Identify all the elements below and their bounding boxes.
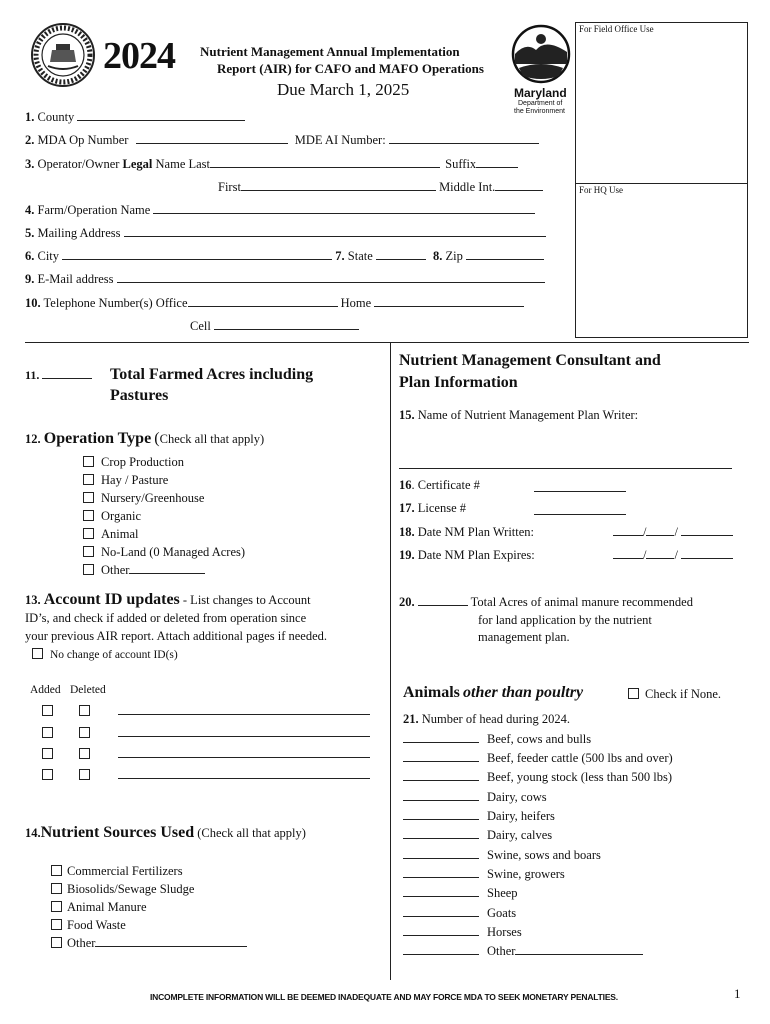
option-label: Animal (101, 527, 139, 541)
head-count-input-line[interactable] (403, 886, 479, 897)
animal-row[interactable] (403, 906, 516, 921)
field-number: 17. (399, 501, 415, 515)
field-number: 2. (25, 133, 35, 147)
animal-label: Sheep (487, 886, 518, 900)
animal-row[interactable] (403, 828, 552, 843)
field-number: 8. (433, 249, 443, 263)
acres-input-line[interactable] (42, 368, 92, 379)
consultant-title2: Plan Information (399, 374, 518, 391)
field-email[interactable] (25, 272, 545, 287)
checkbox[interactable] (51, 919, 62, 930)
field-office-label: For Field Office Use (579, 24, 654, 34)
field-label: Mailing Address (37, 226, 121, 240)
animal-label: Swine, sows and boars (487, 848, 601, 862)
account-id-desc3: your previous AIR report. Attach additional pages if needed. (25, 629, 328, 643)
added-checkbox[interactable] (42, 748, 53, 759)
head-count-heading (403, 712, 570, 727)
head-count-input-line[interactable] (403, 925, 479, 936)
state-input-line[interactable] (376, 249, 426, 260)
mailing-address-input-line[interactable] (124, 226, 546, 237)
animal-row[interactable] (403, 770, 672, 785)
day-line[interactable] (646, 548, 674, 559)
nutrient-sources-heading (25, 824, 306, 842)
animal-label: Swine, growers (487, 867, 565, 881)
field-number: 16 (399, 478, 412, 492)
source-commercial[interactable] (51, 864, 183, 879)
other-source-input-line[interactable] (95, 936, 247, 947)
s11-title2: Pastures (110, 387, 169, 404)
field-label: . Certificate # (411, 478, 480, 492)
checkbox[interactable] (51, 937, 62, 948)
suffix-input-line[interactable] (476, 157, 518, 168)
head-count-input-line[interactable] (403, 770, 479, 781)
added-header: Added (30, 684, 61, 696)
account-id-desc2: ID’s, and check if added or deleted from operation since (25, 611, 307, 625)
farm-name-input-line[interactable] (153, 203, 535, 214)
section-title-italic: other than poultry (463, 684, 584, 701)
field-label: Date NM Plan Expires: (417, 548, 535, 562)
section-hint: (Check all that apply) (197, 826, 306, 840)
date-expires-input[interactable]: / / (613, 548, 733, 563)
section-title: Animals (403, 684, 460, 701)
animal-row[interactable] (403, 867, 565, 882)
field-label: License # (417, 501, 466, 515)
certificate-input-line[interactable] (534, 481, 626, 492)
animal-row[interactable] (403, 944, 643, 959)
plan-writer-name (399, 408, 638, 423)
certificate-number[interactable] (399, 478, 480, 493)
field-label: E-Mail address (37, 272, 114, 286)
field-label: Home (340, 296, 372, 310)
section-title: Operation Type (43, 430, 152, 447)
date-plan-expires[interactable] (399, 548, 535, 563)
paren: ( (154, 430, 160, 447)
field-number: 9. (25, 272, 35, 286)
op-type-hay[interactable] (83, 473, 168, 488)
field-number: 13. (25, 593, 41, 607)
account-id-input-line[interactable] (118, 747, 370, 758)
vertical-divider (390, 342, 391, 980)
date-written-input[interactable]: / / (613, 525, 733, 540)
manure-acres-input-line[interactable] (418, 595, 468, 606)
field-number: 1. (25, 110, 35, 124)
animal-row[interactable] (403, 732, 591, 747)
checkbox[interactable] (51, 901, 62, 912)
field-number: 21. (403, 712, 419, 726)
consultant-title1: Nutrient Management Consultant and (399, 352, 661, 369)
field-label: MDE AI Number: (294, 133, 386, 147)
head-count-input-line[interactable] (403, 828, 479, 839)
animals-heading (403, 684, 583, 702)
due-date: Due March 1, 2025 (277, 80, 410, 99)
field-label: Date NM Plan Written: (417, 525, 535, 539)
section-title: Nutrient Sources Used (40, 824, 195, 841)
plan-writer-input-line[interactable] (399, 458, 732, 469)
field-label: Suffix (445, 157, 477, 171)
source-food-waste[interactable] (51, 918, 126, 933)
cell-phone-input-line[interactable] (214, 319, 359, 330)
no-change-account-id[interactable] (32, 648, 178, 661)
account-id-input-line[interactable] (118, 704, 370, 715)
source-other[interactable] (51, 936, 247, 951)
section-title: Account ID updates (43, 591, 180, 608)
animal-label: Dairy, heifers (487, 809, 555, 823)
head-count-input-line[interactable] (403, 906, 479, 917)
horizontal-divider (25, 342, 749, 343)
option-label: Check if None. (645, 687, 722, 701)
mde-ai-input-line[interactable] (389, 133, 539, 144)
source-biosolids[interactable] (51, 882, 194, 897)
field-number: 20. (399, 595, 415, 609)
field-number: 11. (25, 368, 40, 382)
field-label: First (218, 180, 241, 194)
field-county[interactable] (25, 110, 245, 125)
op-type-noland[interactable] (83, 545, 245, 560)
total-farmed-acres[interactable] (25, 368, 92, 383)
account-id-row[interactable] (42, 704, 370, 719)
checkbox[interactable] (51, 883, 62, 894)
month-line[interactable] (613, 525, 643, 536)
op-type-organic[interactable] (83, 509, 141, 524)
other-animal-input-line[interactable] (515, 944, 643, 955)
head-count-input-line[interactable] (403, 732, 479, 743)
city-input-line[interactable] (62, 249, 332, 260)
hq-box (575, 183, 748, 338)
option-label: Animal Manure (67, 900, 147, 914)
deleted-checkbox[interactable] (79, 748, 90, 759)
section-hint: Check all that apply) (159, 432, 265, 446)
field-mda-op[interactable] (25, 133, 539, 148)
option-label: No-Land (0 Managed Acres) (101, 545, 246, 559)
field-label: Cell (190, 319, 211, 333)
option-label: Crop Production (101, 455, 184, 469)
report-year: 2024 (103, 35, 175, 77)
field-label: State (347, 249, 373, 263)
field-label: Farm/Operation Name (37, 203, 151, 217)
operation-type-heading (25, 430, 264, 448)
animal-row[interactable] (403, 790, 547, 805)
deleted-checkbox[interactable] (79, 727, 90, 738)
field-number: 18. (399, 525, 415, 539)
account-id-row[interactable] (42, 747, 370, 762)
option-label: Hay / Pasture (101, 473, 169, 487)
hq-label: For HQ Use (579, 185, 623, 195)
animal-row[interactable] (403, 886, 518, 901)
option-label: Nursery/Greenhouse (101, 491, 205, 505)
field-number: 12. (25, 432, 41, 446)
option-label: Organic (101, 509, 142, 523)
mde-name: Maryland (514, 86, 567, 100)
checkbox[interactable] (83, 510, 94, 521)
head-count-input-line[interactable] (403, 848, 479, 859)
manure-acres-line2: for land application by the nutrient (478, 613, 652, 627)
deleted-header: Deleted (70, 684, 106, 696)
field-number: 19. (399, 548, 415, 562)
source-manure[interactable] (51, 900, 147, 915)
op-type-animal[interactable] (83, 527, 139, 542)
option-label: Biosolids/Sewage Sludge (67, 882, 195, 896)
field-number: 7. (335, 249, 345, 263)
option-label: Commercial Fertilizers (67, 864, 183, 878)
field-number: 4. (25, 203, 35, 217)
checkbox[interactable] (83, 492, 94, 503)
year-line[interactable] (681, 525, 733, 536)
license-input-line[interactable] (534, 504, 626, 515)
animal-label: Dairy, calves (487, 828, 553, 842)
field-label: Middle Int. (439, 180, 496, 194)
field-label: County (37, 110, 75, 124)
field-label: Name Last (155, 157, 211, 171)
head-count-input-line[interactable] (403, 809, 479, 820)
report-title-line1: Nutrient Management Annual Implementation (200, 44, 460, 59)
deleted-checkbox[interactable] (79, 705, 90, 716)
field-label: Total Acres of animal manure recommended (470, 595, 693, 609)
animal-label: Horses (487, 925, 522, 939)
license-number[interactable] (399, 501, 466, 516)
field-cell[interactable] (190, 319, 359, 334)
day-line[interactable] (646, 525, 674, 536)
report-title-line2: Report (AIR) for CAFO and MAFO Operations (217, 61, 484, 76)
page-number: 1 (734, 986, 741, 1001)
field-number: 5. (25, 226, 35, 240)
head-count-input-line[interactable] (403, 944, 479, 955)
checkbox[interactable] (51, 865, 62, 876)
other-input-line[interactable] (129, 563, 205, 574)
op-type-other[interactable] (83, 563, 205, 578)
field-label: MDA Op Number (37, 133, 129, 147)
field-city-state-zip[interactable] (25, 249, 544, 264)
field-number: 15. (399, 408, 415, 422)
account-id-row[interactable] (42, 768, 370, 783)
field-telephone[interactable] (25, 296, 524, 311)
field-office-box (575, 22, 748, 184)
field-mailing-address[interactable] (25, 226, 546, 241)
mde-sub2: the Environment (514, 108, 565, 115)
mde-sub1: Department of (518, 100, 563, 107)
office-phone-input-line[interactable] (188, 296, 338, 307)
option-label: No change of account ID(s) (50, 649, 178, 661)
added-checkbox[interactable] (42, 769, 53, 780)
s11-title1: Total Farmed Acres including (110, 366, 314, 383)
animal-label: Dairy, cows (487, 790, 547, 804)
field-number: 10. (25, 296, 41, 310)
account-id-input-line[interactable] (118, 726, 370, 737)
option-label: Other (101, 563, 130, 577)
zip-input-line[interactable] (466, 249, 544, 260)
field-number: 3. (25, 157, 35, 171)
checkbox[interactable] (83, 564, 94, 575)
field-operator-first[interactable] (218, 180, 543, 195)
field-label: Telephone Number(s) Office (43, 296, 188, 310)
field-number: 6. (25, 249, 35, 263)
county-input-line[interactable] (77, 110, 245, 121)
mda-op-input-line[interactable] (136, 133, 288, 144)
field-label: Zip (445, 249, 463, 263)
manure-acres-line3: management plan. (478, 630, 570, 644)
op-type-nursery[interactable] (83, 491, 204, 506)
animals-none-check[interactable] (628, 687, 721, 702)
manure-acres[interactable] (399, 595, 693, 610)
animal-row[interactable] (403, 809, 555, 824)
footer-warning: INCOMPLETE INFORMATION WILL BE DEEMED INADEQUATE AND MAY FORCE MDA TO SEEK MONETARY PENALTIES. (150, 992, 618, 1002)
animal-label: Beef, cows and bulls (487, 732, 592, 746)
checkbox[interactable] (32, 648, 43, 659)
field-label: Name of Nutrient Management Plan Writer: (417, 408, 639, 422)
email-input-line[interactable] (117, 272, 545, 283)
animal-label: Beef, feeder cattle (500 lbs and over) (487, 751, 673, 765)
checkbox[interactable] (83, 528, 94, 539)
checkbox[interactable] (83, 474, 94, 485)
head-count-input-line[interactable] (403, 867, 479, 878)
year-line[interactable] (681, 548, 733, 559)
section-desc: - List changes to Account (179, 593, 311, 607)
field-label: City (37, 249, 60, 263)
account-id-heading (25, 591, 311, 609)
deleted-checkbox[interactable] (79, 769, 90, 780)
option-label: Other (67, 936, 96, 950)
added-checkbox[interactable] (42, 727, 53, 738)
home-phone-input-line[interactable] (374, 296, 524, 307)
field-label-bold: Legal (122, 157, 153, 171)
checkbox[interactable] (628, 688, 639, 699)
field-operator-last[interactable] (25, 157, 518, 172)
head-count-input-line[interactable] (403, 751, 479, 762)
field-label: Number of head during 2024. (421, 712, 570, 726)
animal-label: Beef, young stock (less than 500 lbs) (487, 770, 673, 784)
animal-row[interactable] (403, 751, 673, 766)
mda-seal-logo (30, 22, 96, 88)
account-id-input-line[interactable] (118, 768, 370, 779)
middle-int-input-line[interactable] (495, 180, 543, 191)
option-label: Food Waste (67, 918, 126, 932)
animal-label: Goats (487, 906, 517, 920)
date-plan-written[interactable] (399, 525, 534, 540)
field-number: 14. (25, 826, 41, 840)
animal-row[interactable] (403, 848, 601, 863)
mde-logo (511, 24, 571, 84)
first-name-input-line[interactable] (241, 180, 436, 191)
op-type-crop[interactable] (83, 455, 184, 470)
field-farm-name[interactable] (25, 203, 535, 218)
checkbox[interactable] (83, 456, 94, 467)
field-label: Operator/Owner (37, 157, 120, 171)
month-line[interactable] (613, 548, 643, 559)
account-id-row[interactable] (42, 726, 370, 741)
checkbox[interactable] (83, 546, 94, 557)
animal-label: Other (487, 944, 516, 958)
added-checkbox[interactable] (42, 705, 53, 716)
head-count-input-line[interactable] (403, 790, 479, 801)
animal-row[interactable] (403, 925, 522, 940)
last-name-input-line[interactable] (210, 157, 440, 168)
